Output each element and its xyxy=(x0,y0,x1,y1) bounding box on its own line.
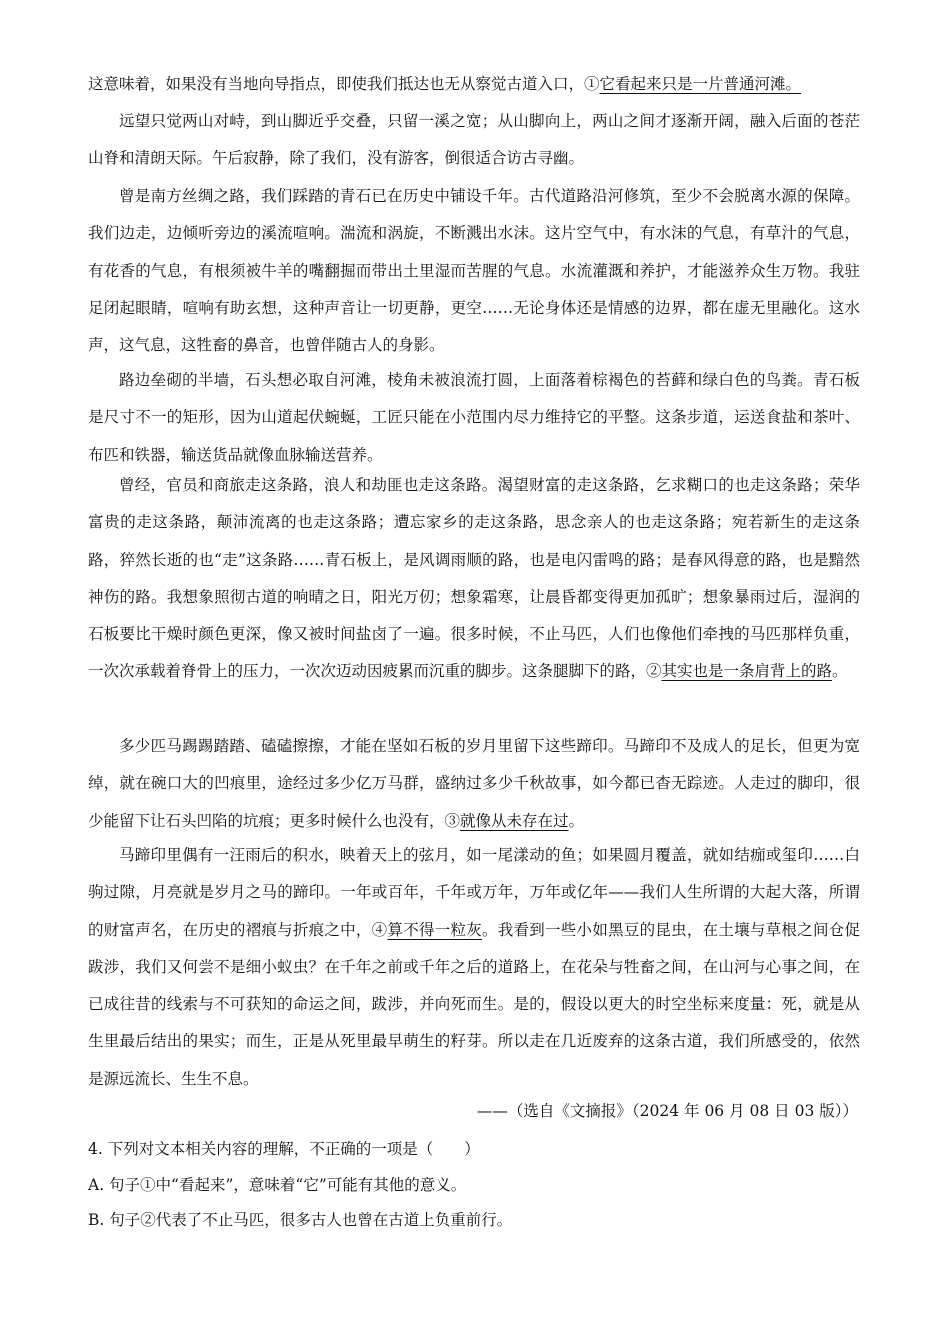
underlined-sentence-1: 它看起来只是一片普通河滩。 xyxy=(599,75,802,93)
question-option-a: A. 句子①中“看起来”，意味着“它”可能有其他的意义。 xyxy=(88,1176,467,1194)
source-citation: ——（选自《文摘报》（2024 年 06 月 08 日 03 版）） xyxy=(476,1102,858,1120)
underlined-sentence-2: 其实也是一条肩背上的路 xyxy=(661,662,833,681)
paragraph-hoofprints: 多少匹马踢踢踏踏、磕磕擦擦，才能在坚如石板的岁月里留下这些蹄印。马蹄印不及成人的足长，但更为宽绰，就在碗口大的凹痕里，途经过多少亿万马群，盛纳过多少千秋故事，如今都已杳无踪迹。人走过的脚印，很少能留下让石头凹陷的坑痕；更多时候什么也没有，③就像从未存在过。 xyxy=(88,737,860,830)
paragraph-silk-road: 曾是南方丝绸之路，我们踩踏的青石已在历史中铺设千年。古代道路沿河修筑，至少不会脱离水源的保障。我们边走，边倾听旁边的溪流喧响。湍流和涡旋，不断溅出水沫。这片空气中，有水沫的气息，有草汁的气息，有花香的气息，有根须被牛羊的嘴翻掘而带出土里湿而苦腥的气息。水流灌溉和养护，才能滋养众生万物。我驻足闭起眼睛，喧响有助玄想，这种声音让一切更静，更空……无论身体还是情感的边界，都在虚无里融化。这水声，这气息，这牲畜的鼻音，也曾伴随古人的身影。 xyxy=(88,187,860,355)
paragraph-wall: 路边垒砌的半墙，石头想必取自河滩，棱角未被浪流打圆，上面落着棕褐色的苔藓和绿白色的鸟粪。青石板是尺寸不一的矩形，因为山道起伏蜿蜒，工匠只能在小范围内尽力维持它的平整。这条步道，运送食盐和茶叶、布匹和铁器，输送货品就像血脉输送营养。 xyxy=(88,371,860,464)
underlined-sentence-3: 就像从未存在过 xyxy=(460,811,569,830)
question-stem: 4. 下列对文本相关内容的理解，不正确的一项是（ ） xyxy=(88,1140,480,1158)
marker-4: ④ xyxy=(371,920,388,939)
underlined-sentence-4: 算不得一粒灰 xyxy=(387,920,482,939)
marker-3: ③ xyxy=(444,811,461,830)
marker-2: ② xyxy=(646,662,662,681)
paragraph-moon: 马蹄印里偶有一汪雨后的积水，映着天上的弦月，如一尾漾动的鱼；如果圆月覆盖，就如结痂或玺印……白驹过隙，月亮就是岁月之马的蹄印。一年或百年，千年或万年，万年或亿年——我们人生所谓的大起大落，所谓的财富声名，在历史的褶痕与折痕之中，④算不得一粒灰。我看到一些小如黑豆的昆虫，在土壤与草根之间仓促跋涉，我们又何尝不是细小蚁虫？在千年之前或千年之后的道路上，在花朵与牲畜之间，在山河与心事之间，在已成往昔的线索与不可获知的命运之间，跋涉，并向死而生。是的，假设以更大的时空坐标来度量：死，就是从生里最后结出的果实；而生，正是从死里最早萌生的籽芽。所以走在几近废弃的这条古道，我们所感受的，依然是源远流长、生生不息。 xyxy=(88,846,860,1088)
paragraph-mountains: 远望只觉两山对峙，到山脚近乎交叠，只留一溪之宽；从山脚向上，两山之间才逐渐开阔，融入后面的苍茫山脊和清朗天际。午后寂静，除了我们，没有游客，倒很适合访古寻幽。 xyxy=(88,112,860,168)
paragraph-intro: 这意味着，如果没有当地向导指点，即使我们抵达也无从察觉古道入口，①它看起来只是一片普通河滩。 xyxy=(88,75,802,93)
marker-1: ① xyxy=(584,75,600,93)
paragraph-travelers: 曾经，官员和商旅走这条路，浪人和劫匪也走这条路。渴望财富的走这条路，乞求糊口的也走这条路；荣华富贵的走这条路，颠沛流离的也走这条路；遭忘家乡的走这条路，思念亲人的也走这条路；宛若新生的走这条路，猝然长逝的也“走”这条路……青石板上，是风调雨顺的路，也是电闪雷鸣的路；是春风得意的路，也是黯然神伤的路。我想象照彻古道的响晴之日，阳光万仞；想象霜寒，让晨昏都变得更加孤旷；想象暴雨过后，湿润的石板要比干燥时颜色更深，像又被时间盐卤了一遍。很多时候，不止马匹，人们也像他们牵拽的马匹那样负重，一次次承载着脊骨上的压力，一次次迈动因疲累而沉重的脚步。这条腿脚下的路，②其实也是一条肩背上的路。 xyxy=(88,476,860,681)
question-option-b: B. 句子②代表了不止马匹，很多古人也曾在古道上负重前行。 xyxy=(88,1211,513,1229)
